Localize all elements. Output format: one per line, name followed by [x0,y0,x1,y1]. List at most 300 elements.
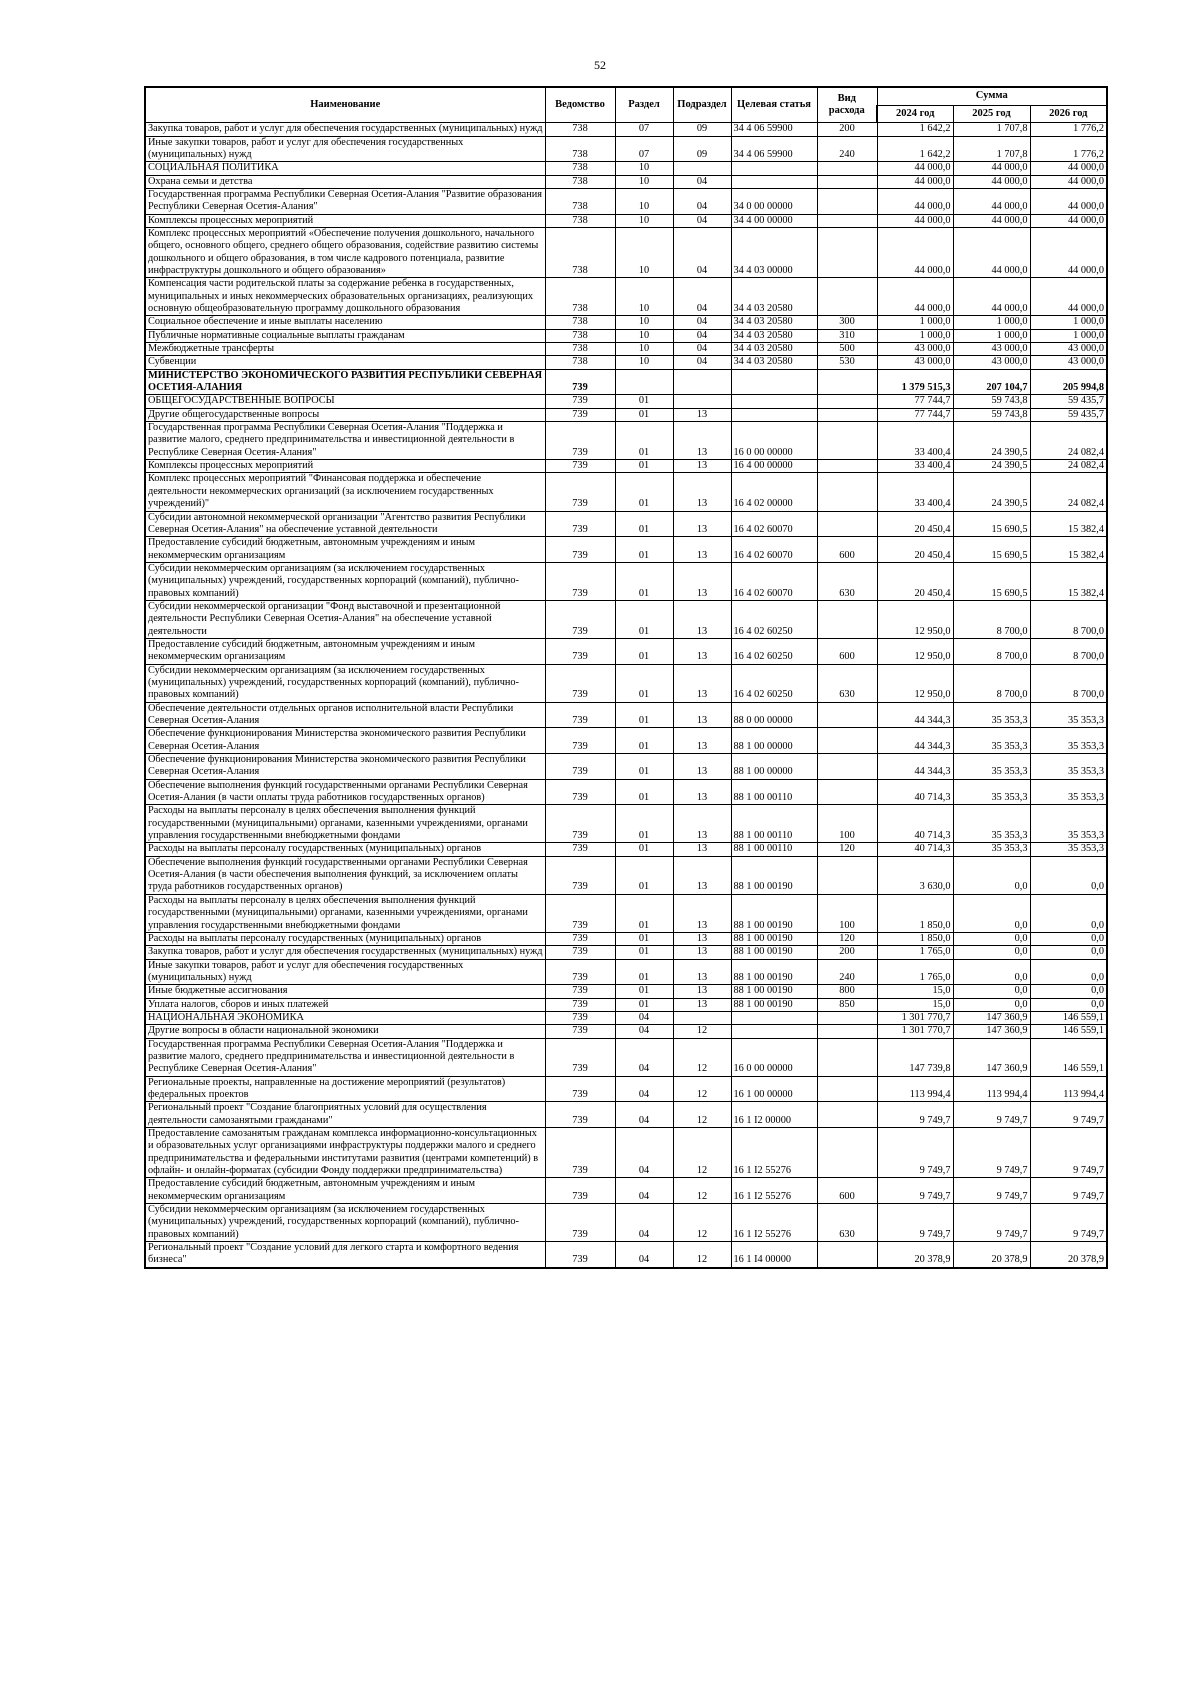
cell-vid-raskhoda: 530 [817,356,877,369]
cell-vedomstvo: 739 [545,1242,615,1268]
cell-sum-2025: 9 749,7 [953,1128,1030,1178]
table-row [145,278,1107,316]
cell-sum-2026: 0,0 [1030,856,1107,894]
cell-vid-raskhoda [817,1011,877,1024]
cell-sum-2025: 0,0 [953,959,1030,985]
cell-celevaya-statya: 88 1 00 00000 [731,728,817,754]
cell-podrazdel: 13 [673,562,731,600]
cell-celevaya-statya: 16 4 02 60070 [731,562,817,600]
table-row [145,638,1107,664]
table-row [145,136,1107,162]
cell-razdel [615,369,673,395]
cell-sum-2025: 1 707,8 [953,136,1030,162]
cell-podrazdel [673,395,731,408]
cell-vid-raskhoda: 850 [817,998,877,1011]
cell-sum-2024: 1 642,2 [877,136,953,162]
cell-sum-2024: 33 400,4 [877,473,953,511]
table-row [145,214,1107,227]
cell-sum-2024: 20 450,4 [877,562,953,600]
cell-vedomstvo: 739 [545,511,615,537]
cell-name: Региональный проект "Создание условий для легкого старта и комфортного ведения бизнеса" [145,1242,545,1268]
cell-sum-2026: 0,0 [1030,998,1107,1011]
cell-name: Публичные нормативные социальные выплаты гражданам [145,329,545,342]
cell-sum-2025: 59 743,8 [953,395,1030,408]
cell-podrazdel: 09 [673,136,731,162]
cell-sum-2026: 24 082,4 [1030,460,1107,473]
cell-vid-raskhoda: 600 [817,1178,877,1204]
cell-vedomstvo: 739 [545,1011,615,1024]
cell-sum-2024: 40 714,3 [877,805,953,843]
cell-razdel: 04 [615,1038,673,1076]
cell-sum-2025: 44 000,0 [953,214,1030,227]
cell-name: Иные закупки товаров, работ и услуг для обеспечения государственных (муниципальных) нужд [145,136,545,162]
table-row [145,175,1107,188]
cell-podrazdel: 13 [673,638,731,664]
cell-sum-2024: 1 765,0 [877,959,953,985]
cell-vid-raskhoda [817,754,877,780]
table-row [145,1025,1107,1038]
table-row [145,1011,1107,1024]
table-row [145,343,1107,356]
cell-sum-2024: 113 994,4 [877,1076,953,1102]
header-vid-raskhoda: Вид расхода [817,87,877,123]
cell-name: СОЦИАЛЬНАЯ ПОЛИТИКА [145,162,545,175]
cell-sum-2026: 1 776,2 [1030,123,1107,136]
cell-razdel: 07 [615,123,673,136]
cell-vid-raskhoda: 240 [817,959,877,985]
cell-name: Субвенции [145,356,545,369]
cell-sum-2024: 44 000,0 [877,175,953,188]
cell-vid-raskhoda: 240 [817,136,877,162]
cell-sum-2026: 0,0 [1030,946,1107,959]
table-row [145,227,1107,277]
cell-sum-2024: 1 850,0 [877,932,953,945]
cell-celevaya-statya: 34 4 03 20580 [731,278,817,316]
cell-sum-2026: 0,0 [1030,959,1107,985]
cell-podrazdel: 12 [673,1128,731,1178]
cell-vedomstvo: 738 [545,356,615,369]
cell-vedomstvo: 738 [545,278,615,316]
cell-vid-raskhoda: 120 [817,932,877,945]
cell-vedomstvo: 739 [545,702,615,728]
cell-sum-2024: 44 000,0 [877,162,953,175]
table-row [145,1038,1107,1076]
cell-sum-2025: 0,0 [953,998,1030,1011]
cell-sum-2024: 20 378,9 [877,1242,953,1268]
cell-name: Иные закупки товаров, работ и услуг для обеспечения государственных (муниципальных) нужд [145,959,545,985]
cell-sum-2024: 1 379 515,3 [877,369,953,395]
cell-razdel: 10 [615,316,673,329]
cell-razdel: 01 [615,843,673,856]
cell-razdel: 04 [615,1204,673,1242]
cell-sum-2026: 8 700,0 [1030,664,1107,702]
cell-celevaya-statya: 16 4 02 00000 [731,473,817,511]
cell-podrazdel: 13 [673,894,731,932]
table-row [145,460,1107,473]
cell-vedomstvo: 739 [545,1076,615,1102]
cell-razdel: 01 [615,985,673,998]
cell-sum-2024: 44 344,3 [877,728,953,754]
cell-podrazdel: 12 [673,1242,731,1268]
cell-name: Закупка товаров, работ и услуг для обеспечения государственных (муниципальных) нужд [145,123,545,136]
cell-razdel: 01 [615,600,673,638]
cell-name: Региональные проекты, направленные на достижение мероприятий (результатов) федеральных проектов [145,1076,545,1102]
table-row [145,1204,1107,1242]
cell-podrazdel: 12 [673,1076,731,1102]
table-row [145,537,1107,563]
cell-celevaya-statya: 34 4 03 20580 [731,316,817,329]
cell-celevaya-statya: 16 1 I2 55276 [731,1204,817,1242]
cell-razdel: 10 [615,175,673,188]
cell-razdel: 10 [615,329,673,342]
cell-celevaya-statya: 16 4 02 60250 [731,600,817,638]
cell-celevaya-statya: 88 1 00 00190 [731,985,817,998]
cell-sum-2026: 20 378,9 [1030,1242,1107,1268]
cell-vid-raskhoda: 200 [817,946,877,959]
cell-sum-2025: 0,0 [953,856,1030,894]
cell-celevaya-statya: 88 1 00 00190 [731,946,817,959]
cell-sum-2026: 205 994,8 [1030,369,1107,395]
cell-vid-raskhoda [817,1025,877,1038]
cell-vid-raskhoda [817,473,877,511]
cell-vid-raskhoda: 630 [817,1204,877,1242]
cell-razdel: 04 [615,1025,673,1038]
cell-podrazdel [673,369,731,395]
cell-podrazdel: 13 [673,805,731,843]
cell-vedomstvo: 739 [545,754,615,780]
cell-sum-2024: 43 000,0 [877,356,953,369]
cell-vedomstvo: 739 [545,600,615,638]
cell-celevaya-statya: 16 1 00 00000 [731,1076,817,1102]
cell-razdel: 10 [615,162,673,175]
cell-vedomstvo: 738 [545,123,615,136]
cell-sum-2024: 44 000,0 [877,214,953,227]
cell-sum-2024: 1 301 770,7 [877,1025,953,1038]
cell-sum-2025: 44 000,0 [953,188,1030,214]
table-row [145,728,1107,754]
cell-vedomstvo: 738 [545,136,615,162]
cell-sum-2025: 0,0 [953,985,1030,998]
cell-vid-raskhoda [817,1038,877,1076]
cell-sum-2025: 35 353,3 [953,779,1030,805]
cell-podrazdel: 04 [673,356,731,369]
table-row [145,562,1107,600]
table-row [145,600,1107,638]
table-row [145,422,1107,460]
cell-vid-raskhoda [817,278,877,316]
cell-sum-2026: 113 994,4 [1030,1076,1107,1102]
table-row [145,329,1107,342]
cell-celevaya-statya: 16 1 I4 00000 [731,1242,817,1268]
cell-celevaya-statya: 88 1 00 00110 [731,843,817,856]
cell-sum-2024: 15,0 [877,985,953,998]
cell-name: Комплексы процессных мероприятий [145,214,545,227]
cell-name: Обеспечение функционирования Министерства экономического развития Республики Северная Осетия-Алания [145,754,545,780]
table-row [145,395,1107,408]
cell-name: Обеспечение функционирования Министерства экономического развития Республики Северная Осетия-Алания [145,728,545,754]
cell-sum-2026: 35 353,3 [1030,728,1107,754]
cell-name: Социальное обеспечение и иные выплаты населению [145,316,545,329]
cell-vid-raskhoda [817,188,877,214]
cell-podrazdel: 04 [673,343,731,356]
cell-sum-2026: 44 000,0 [1030,162,1107,175]
cell-razdel: 10 [615,214,673,227]
table-row [145,932,1107,945]
cell-sum-2026: 35 353,3 [1030,702,1107,728]
cell-vedomstvo: 739 [545,1025,615,1038]
cell-name: Иные бюджетные ассигнования [145,985,545,998]
cell-sum-2024: 40 714,3 [877,779,953,805]
cell-name: Охрана семьи и детства [145,175,545,188]
cell-sum-2025: 147 360,9 [953,1011,1030,1024]
cell-sum-2026: 146 559,1 [1030,1038,1107,1076]
cell-sum-2024: 44 000,0 [877,278,953,316]
cell-vid-raskhoda [817,600,877,638]
cell-vedomstvo: 738 [545,214,615,227]
cell-razdel: 01 [615,395,673,408]
cell-sum-2026: 44 000,0 [1030,278,1107,316]
header-celevaya-statya: Целевая статья [731,87,817,123]
cell-celevaya-statya: 88 0 00 00000 [731,702,817,728]
cell-name: Компенсация части родительской платы за содержание ребенка в государственных, муниципальных и иных некоммерческих образовательных организациях, реализующих основную общеобразовательную программу дошкольного образования [145,278,545,316]
cell-sum-2024: 40 714,3 [877,843,953,856]
cell-vedomstvo: 739 [545,946,615,959]
cell-sum-2025: 1 000,0 [953,329,1030,342]
cell-podrazdel: 04 [673,227,731,277]
cell-vid-raskhoda [817,1102,877,1128]
header-podrazdel: Подраздел [673,87,731,123]
cell-vid-raskhoda: 120 [817,843,877,856]
cell-vedomstvo: 739 [545,779,615,805]
cell-sum-2026: 0,0 [1030,932,1107,945]
cell-name: Государственная программа Республики Северная Осетия-Алания "Поддержка и развитие малого, среднего предпринимательства и инвестиционной деятельности в Республике Северная Осетия-Алания" [145,422,545,460]
cell-celevaya-statya [731,408,817,421]
cell-sum-2025: 24 390,5 [953,473,1030,511]
cell-podrazdel: 13 [673,985,731,998]
cell-vid-raskhoda: 200 [817,123,877,136]
cell-sum-2026: 43 000,0 [1030,356,1107,369]
cell-sum-2026: 35 353,3 [1030,754,1107,780]
cell-razdel: 10 [615,343,673,356]
cell-sum-2024: 44 000,0 [877,227,953,277]
cell-vid-raskhoda [817,408,877,421]
cell-sum-2026: 9 749,7 [1030,1102,1107,1128]
cell-razdel: 01 [615,856,673,894]
table-row [145,408,1107,421]
cell-razdel: 01 [615,638,673,664]
cell-sum-2026: 15 382,4 [1030,537,1107,563]
cell-vedomstvo: 739 [545,998,615,1011]
cell-name: Комплексы процессных мероприятий [145,460,545,473]
cell-vedomstvo: 739 [545,408,615,421]
table-row [145,946,1107,959]
cell-podrazdel: 13 [673,702,731,728]
cell-razdel: 01 [615,805,673,843]
cell-podrazdel: 13 [673,537,731,563]
cell-podrazdel: 04 [673,214,731,227]
cell-podrazdel: 04 [673,278,731,316]
cell-sum-2026: 9 749,7 [1030,1204,1107,1242]
cell-sum-2026: 59 435,7 [1030,395,1107,408]
cell-vid-raskhoda [817,175,877,188]
cell-celevaya-statya: 16 4 02 60250 [731,638,817,664]
cell-podrazdel [673,1011,731,1024]
table-row [145,188,1107,214]
cell-sum-2025: 20 378,9 [953,1242,1030,1268]
cell-name: МИНИСТЕРСТВО ЭКОНОМИЧЕСКОГО РАЗВИТИЯ РЕСПУБЛИКИ СЕВЕРНАЯ ОСЕТИЯ-АЛАНИЯ [145,369,545,395]
cell-razdel: 01 [615,422,673,460]
table-row [145,664,1107,702]
cell-celevaya-statya: 16 0 00 00000 [731,1038,817,1076]
table-body [145,123,1107,1268]
cell-name: Субсидии некоммерческой организации "Фонд выставочной и презентационной деятельности Республики Северная Осетия-Алания" на обеспечение уставной деятельности [145,600,545,638]
cell-vid-raskhoda [817,728,877,754]
cell-celevaya-statya: 88 1 00 00190 [731,932,817,945]
cell-vedomstvo: 739 [545,728,615,754]
cell-sum-2024: 33 400,4 [877,422,953,460]
cell-celevaya-statya: 88 1 00 00110 [731,805,817,843]
cell-vid-raskhoda: 100 [817,805,877,843]
cell-vid-raskhoda: 600 [817,638,877,664]
cell-sum-2024: 9 749,7 [877,1178,953,1204]
cell-podrazdel: 04 [673,329,731,342]
cell-sum-2026: 0,0 [1030,985,1107,998]
cell-name: НАЦИОНАЛЬНАЯ ЭКОНОМИКА [145,1011,545,1024]
cell-sum-2024: 20 450,4 [877,511,953,537]
cell-razdel: 01 [615,664,673,702]
table-row [145,473,1107,511]
cell-podrazdel: 13 [673,856,731,894]
cell-sum-2024: 77 744,7 [877,395,953,408]
cell-podrazdel: 13 [673,946,731,959]
cell-podrazdel: 13 [673,408,731,421]
cell-sum-2025: 35 353,3 [953,728,1030,754]
table-row [145,1076,1107,1102]
cell-sum-2024: 9 749,7 [877,1128,953,1178]
cell-sum-2026: 9 749,7 [1030,1178,1107,1204]
table-row [145,123,1107,136]
cell-sum-2025: 35 353,3 [953,843,1030,856]
cell-celevaya-statya: 16 0 00 00000 [731,422,817,460]
cell-vid-raskhoda: 800 [817,985,877,998]
table-row [145,356,1107,369]
cell-name: Другие вопросы в области национальной экономики [145,1025,545,1038]
cell-podrazdel: 12 [673,1102,731,1128]
cell-name: Государственная программа Республики Северная Осетия-Алания "Развитие образования Республики Северная Осетия-Алания" [145,188,545,214]
cell-podrazdel: 12 [673,1204,731,1242]
cell-razdel: 01 [615,473,673,511]
cell-sum-2025: 15 690,5 [953,537,1030,563]
cell-podrazdel: 13 [673,779,731,805]
cell-sum-2026: 44 000,0 [1030,214,1107,227]
cell-sum-2026: 1 000,0 [1030,329,1107,342]
cell-razdel: 04 [615,1076,673,1102]
table-row [145,511,1107,537]
cell-vid-raskhoda: 630 [817,562,877,600]
cell-sum-2026: 15 382,4 [1030,511,1107,537]
cell-razdel: 04 [615,1102,673,1128]
cell-vid-raskhoda [817,460,877,473]
cell-sum-2025: 43 000,0 [953,343,1030,356]
cell-sum-2024: 147 739,8 [877,1038,953,1076]
cell-vedomstvo: 739 [545,985,615,998]
cell-sum-2025: 59 743,8 [953,408,1030,421]
cell-vid-raskhoda [817,395,877,408]
cell-vedomstvo: 739 [545,894,615,932]
cell-celevaya-statya: 34 4 03 20580 [731,329,817,342]
cell-razdel: 01 [615,728,673,754]
cell-sum-2025: 15 690,5 [953,511,1030,537]
cell-razdel: 04 [615,1242,673,1268]
cell-sum-2026: 8 700,0 [1030,600,1107,638]
cell-sum-2026: 59 435,7 [1030,408,1107,421]
cell-celevaya-statya [731,162,817,175]
cell-podrazdel: 13 [673,998,731,1011]
cell-celevaya-statya: 16 4 00 00000 [731,460,817,473]
cell-vedomstvo: 738 [545,227,615,277]
cell-sum-2025: 24 390,5 [953,422,1030,460]
cell-sum-2025: 44 000,0 [953,227,1030,277]
cell-celevaya-statya: 88 1 00 00110 [731,779,817,805]
cell-sum-2026: 44 000,0 [1030,188,1107,214]
cell-razdel: 01 [615,460,673,473]
cell-sum-2025: 44 000,0 [953,175,1030,188]
cell-vid-raskhoda [817,1128,877,1178]
cell-sum-2026: 35 353,3 [1030,843,1107,856]
cell-sum-2024: 12 950,0 [877,638,953,664]
cell-razdel: 01 [615,511,673,537]
cell-vedomstvo: 739 [545,422,615,460]
cell-sum-2024: 20 450,4 [877,537,953,563]
cell-vedomstvo: 739 [545,856,615,894]
cell-vid-raskhoda [817,1076,877,1102]
table-row [145,843,1107,856]
table-row [145,779,1107,805]
cell-sum-2024: 1 642,2 [877,123,953,136]
cell-sum-2025: 1 000,0 [953,316,1030,329]
cell-name: Расходы на выплаты персоналу в целях обеспечения выполнения функций государственными (муниципальными) органами, казенными учреждениями, органами управления государственными внебюджетными фондами [145,894,545,932]
cell-podrazdel: 13 [673,843,731,856]
cell-podrazdel: 12 [673,1038,731,1076]
cell-sum-2026: 0,0 [1030,894,1107,932]
cell-vedomstvo: 739 [545,1204,615,1242]
cell-sum-2025: 8 700,0 [953,664,1030,702]
cell-vedomstvo: 739 [545,1128,615,1178]
cell-vid-raskhoda: 600 [817,537,877,563]
cell-vid-raskhoda [817,856,877,894]
cell-sum-2026: 44 000,0 [1030,175,1107,188]
cell-razdel: 01 [615,946,673,959]
cell-vedomstvo: 738 [545,329,615,342]
cell-podrazdel: 04 [673,316,731,329]
cell-celevaya-statya: 16 4 02 60070 [731,511,817,537]
cell-celevaya-statya: 16 4 02 60070 [731,537,817,563]
cell-vedomstvo: 739 [545,1102,615,1128]
cell-podrazdel [673,162,731,175]
cell-name: Предоставление субсидий бюджетным, автономным учреждениям и иным некоммерческим организациям [145,537,545,563]
cell-vid-raskhoda: 310 [817,329,877,342]
cell-name: Субсидии автономной некоммерческой организации "Агентство развития Республики Северная Осетия-Алания" на обеспечение уставной деятельности [145,511,545,537]
cell-celevaya-statya: 88 1 00 00190 [731,959,817,985]
cell-sum-2025: 44 000,0 [953,162,1030,175]
cell-name: ОБЩЕГОСУДАРСТВЕННЫЕ ВОПРОСЫ [145,395,545,408]
cell-sum-2025: 43 000,0 [953,356,1030,369]
cell-vedomstvo: 739 [545,664,615,702]
cell-vid-raskhoda: 100 [817,894,877,932]
cell-vedomstvo: 739 [545,460,615,473]
cell-vid-raskhoda [817,422,877,460]
cell-razdel: 01 [615,754,673,780]
